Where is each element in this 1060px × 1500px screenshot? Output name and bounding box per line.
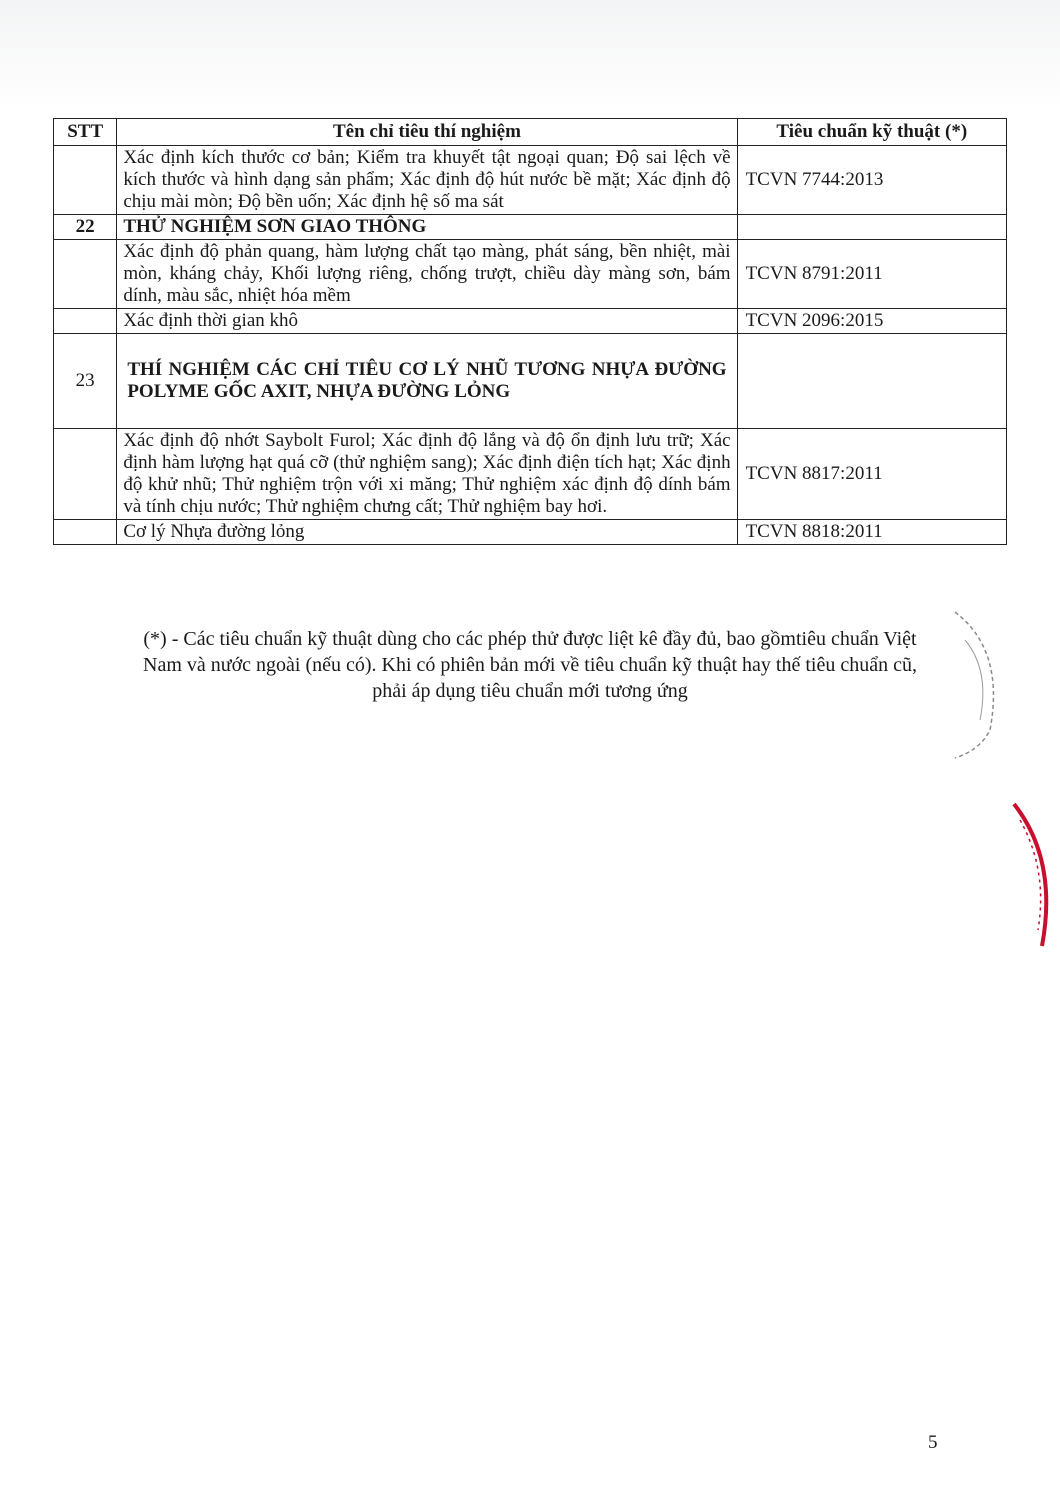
cell-test-name: Xác định độ phản quang, hàm lượng chất tạo màng, phát sáng, bền nhiệt, mài mòn, kháng chảy, Khối lượng riêng, chống trượt, chiều dày màng sơn, bám dính, màu sắc, nhiệt hóa mềm <box>117 240 737 309</box>
cell-standard <box>737 215 1006 240</box>
cell-standard: TCVN 7744:2013 <box>737 146 1006 215</box>
cell-test-name: Xác định thời gian khô <box>117 309 737 334</box>
test-standards-table <box>53 118 1007 545</box>
table-row <box>54 240 1007 309</box>
section-title: THỬ NGHIỆM SƠN GIAO THÔNG <box>117 215 737 240</box>
header-technical-standard: Tiêu chuẩn kỹ thuật (*) <box>737 119 1006 146</box>
table-section-row <box>54 215 1007 240</box>
header-stt: STT <box>54 119 117 146</box>
cell-stt <box>54 520 117 545</box>
cell-standard: TCVN 2096:2015 <box>737 309 1006 334</box>
table-row <box>54 309 1007 334</box>
cell-stt <box>54 429 117 520</box>
cell-standard <box>737 334 1006 429</box>
cell-stt: 23 <box>54 334 117 429</box>
scan-background-tint <box>0 0 1060 110</box>
section-title: THÍ NGHIỆM CÁC CHỈ TIÊU CƠ LÝ NHŨ TƯƠNG NHỰA ĐƯỜNG POLYME GỐC AXIT, NHỰA ĐƯỜNG LỎNG <box>117 334 737 429</box>
cell-standard: TCVN 8791:2011 <box>737 240 1006 309</box>
page-number: 5 <box>928 1432 938 1453</box>
cell-stt: 22 <box>54 215 117 240</box>
cell-stt <box>54 309 117 334</box>
header-test-name: Tên chỉ tiêu thí nghiệm <box>117 119 737 146</box>
cell-stt <box>54 240 117 309</box>
cell-standard: TCVN 8818:2011 <box>737 520 1006 545</box>
cell-test-name: Xác định kích thước cơ bản; Kiểm tra khuyết tật ngoại quan; Độ sai lệch về kích thước và hình dạng sản phẩm; Xác định độ hút nước bề mặt; Xác định độ chịu mài mòn; Độ bền uốn; Xác định hệ số ma sát <box>117 146 737 215</box>
table-header-row <box>54 119 1007 146</box>
footnote: (*) - Các tiêu chuẩn kỹ thuật dùng cho các phép thử được liệt kê đầy đủ, bao gồmtiêu chuẩn Việt Nam và nước ngoài (nếu có). Khi có phiên bản mới về tiêu chuẩn kỹ thuật hay thế tiêu chuẩn cũ, phải áp dụng tiêu chuẩn mới tương ứng <box>143 628 917 702</box>
table-row <box>54 429 1007 520</box>
table-row <box>54 520 1007 545</box>
partial-seal-stamp <box>950 610 1010 760</box>
table-section-row <box>54 334 1007 429</box>
cell-test-name: Xác định độ nhớt Saybolt Furol; Xác định độ lắng và độ ổn định lưu trữ; Xác định hàm lượng hạt quá cỡ (thử nghiệm sang); Xác định điện tích hạt; Xác định độ khử nhũ; Thử nghiệm trộn với xi măng; Thử nghiệm xác định độ dính bám và tính chịu nước; Thử nghiệm chưng cất; Thử nghiệm bay hơi. <box>117 429 737 520</box>
red-seal-stamp <box>1012 800 1060 950</box>
table-row <box>54 146 1007 215</box>
cell-stt <box>54 146 117 215</box>
cell-standard: TCVN 8817:2011 <box>737 429 1006 520</box>
cell-test-name: Cơ lý Nhựa đường lỏng <box>117 520 737 545</box>
